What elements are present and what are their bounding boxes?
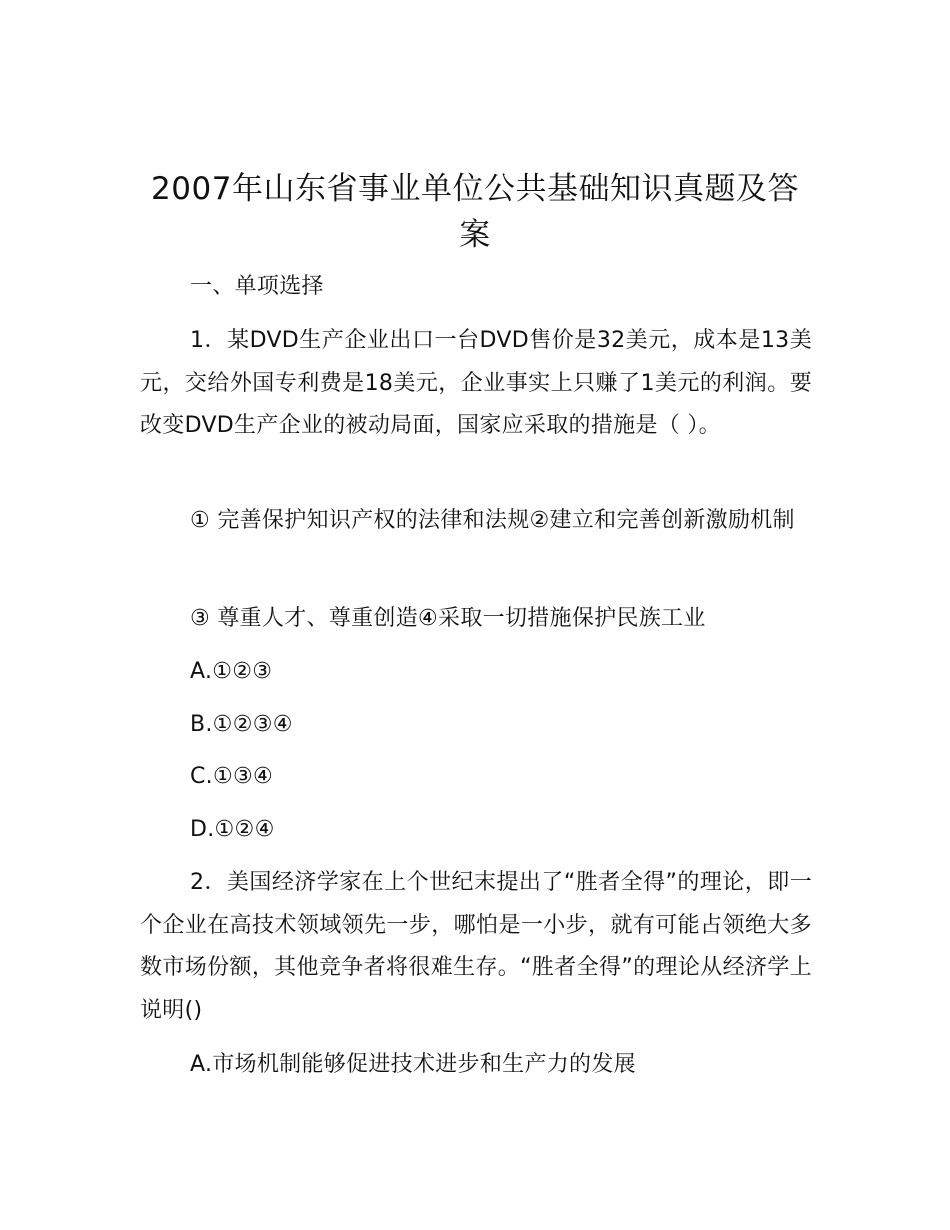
question-1-option-c: C.①③④ [190, 764, 274, 789]
question-2-stem: 2．美国经济学家在上个世纪末提出了“胜者全得”的理论，即一个企业在高技术领域领先一步，哪怕是一小步，就有可能占领绝大多数市场份额，其他竞争者将很难生存。“胜者全得”的理论从经济学上说明() [140, 870, 812, 1023]
document-title: 2007年山东省事业单位公共基础知识真题及答案 [151, 171, 799, 253]
question-1-option-a: A.①②③ [190, 659, 273, 684]
question-1-option-d: D.①②④ [190, 817, 275, 842]
section-heading: 一、单项选择 [190, 274, 324, 299]
question-2-option-a: A.市场机制能够促进技术进步和生产力的发展 [190, 1052, 636, 1077]
question-1-stem: 1．某DVD生产企业出口一台DVD售价是32美元，成本是13美元，交给外国专利费是18美元，企业事实上只赚了1美元的利润。要改变DVD生产企业的被动局面，国家应采取的措施是（ ）。 [140, 328, 812, 438]
question-1-statement-3-4: ③ 尊重人才、尊重创造④采取一切措施保护民族工业 [190, 606, 706, 631]
question-1-statement-1-2: ① 完善保护知识产权的法律和法规②建立和完善创新激励机制 [190, 508, 795, 533]
question-1-option-b: B.①②③④ [190, 712, 293, 737]
